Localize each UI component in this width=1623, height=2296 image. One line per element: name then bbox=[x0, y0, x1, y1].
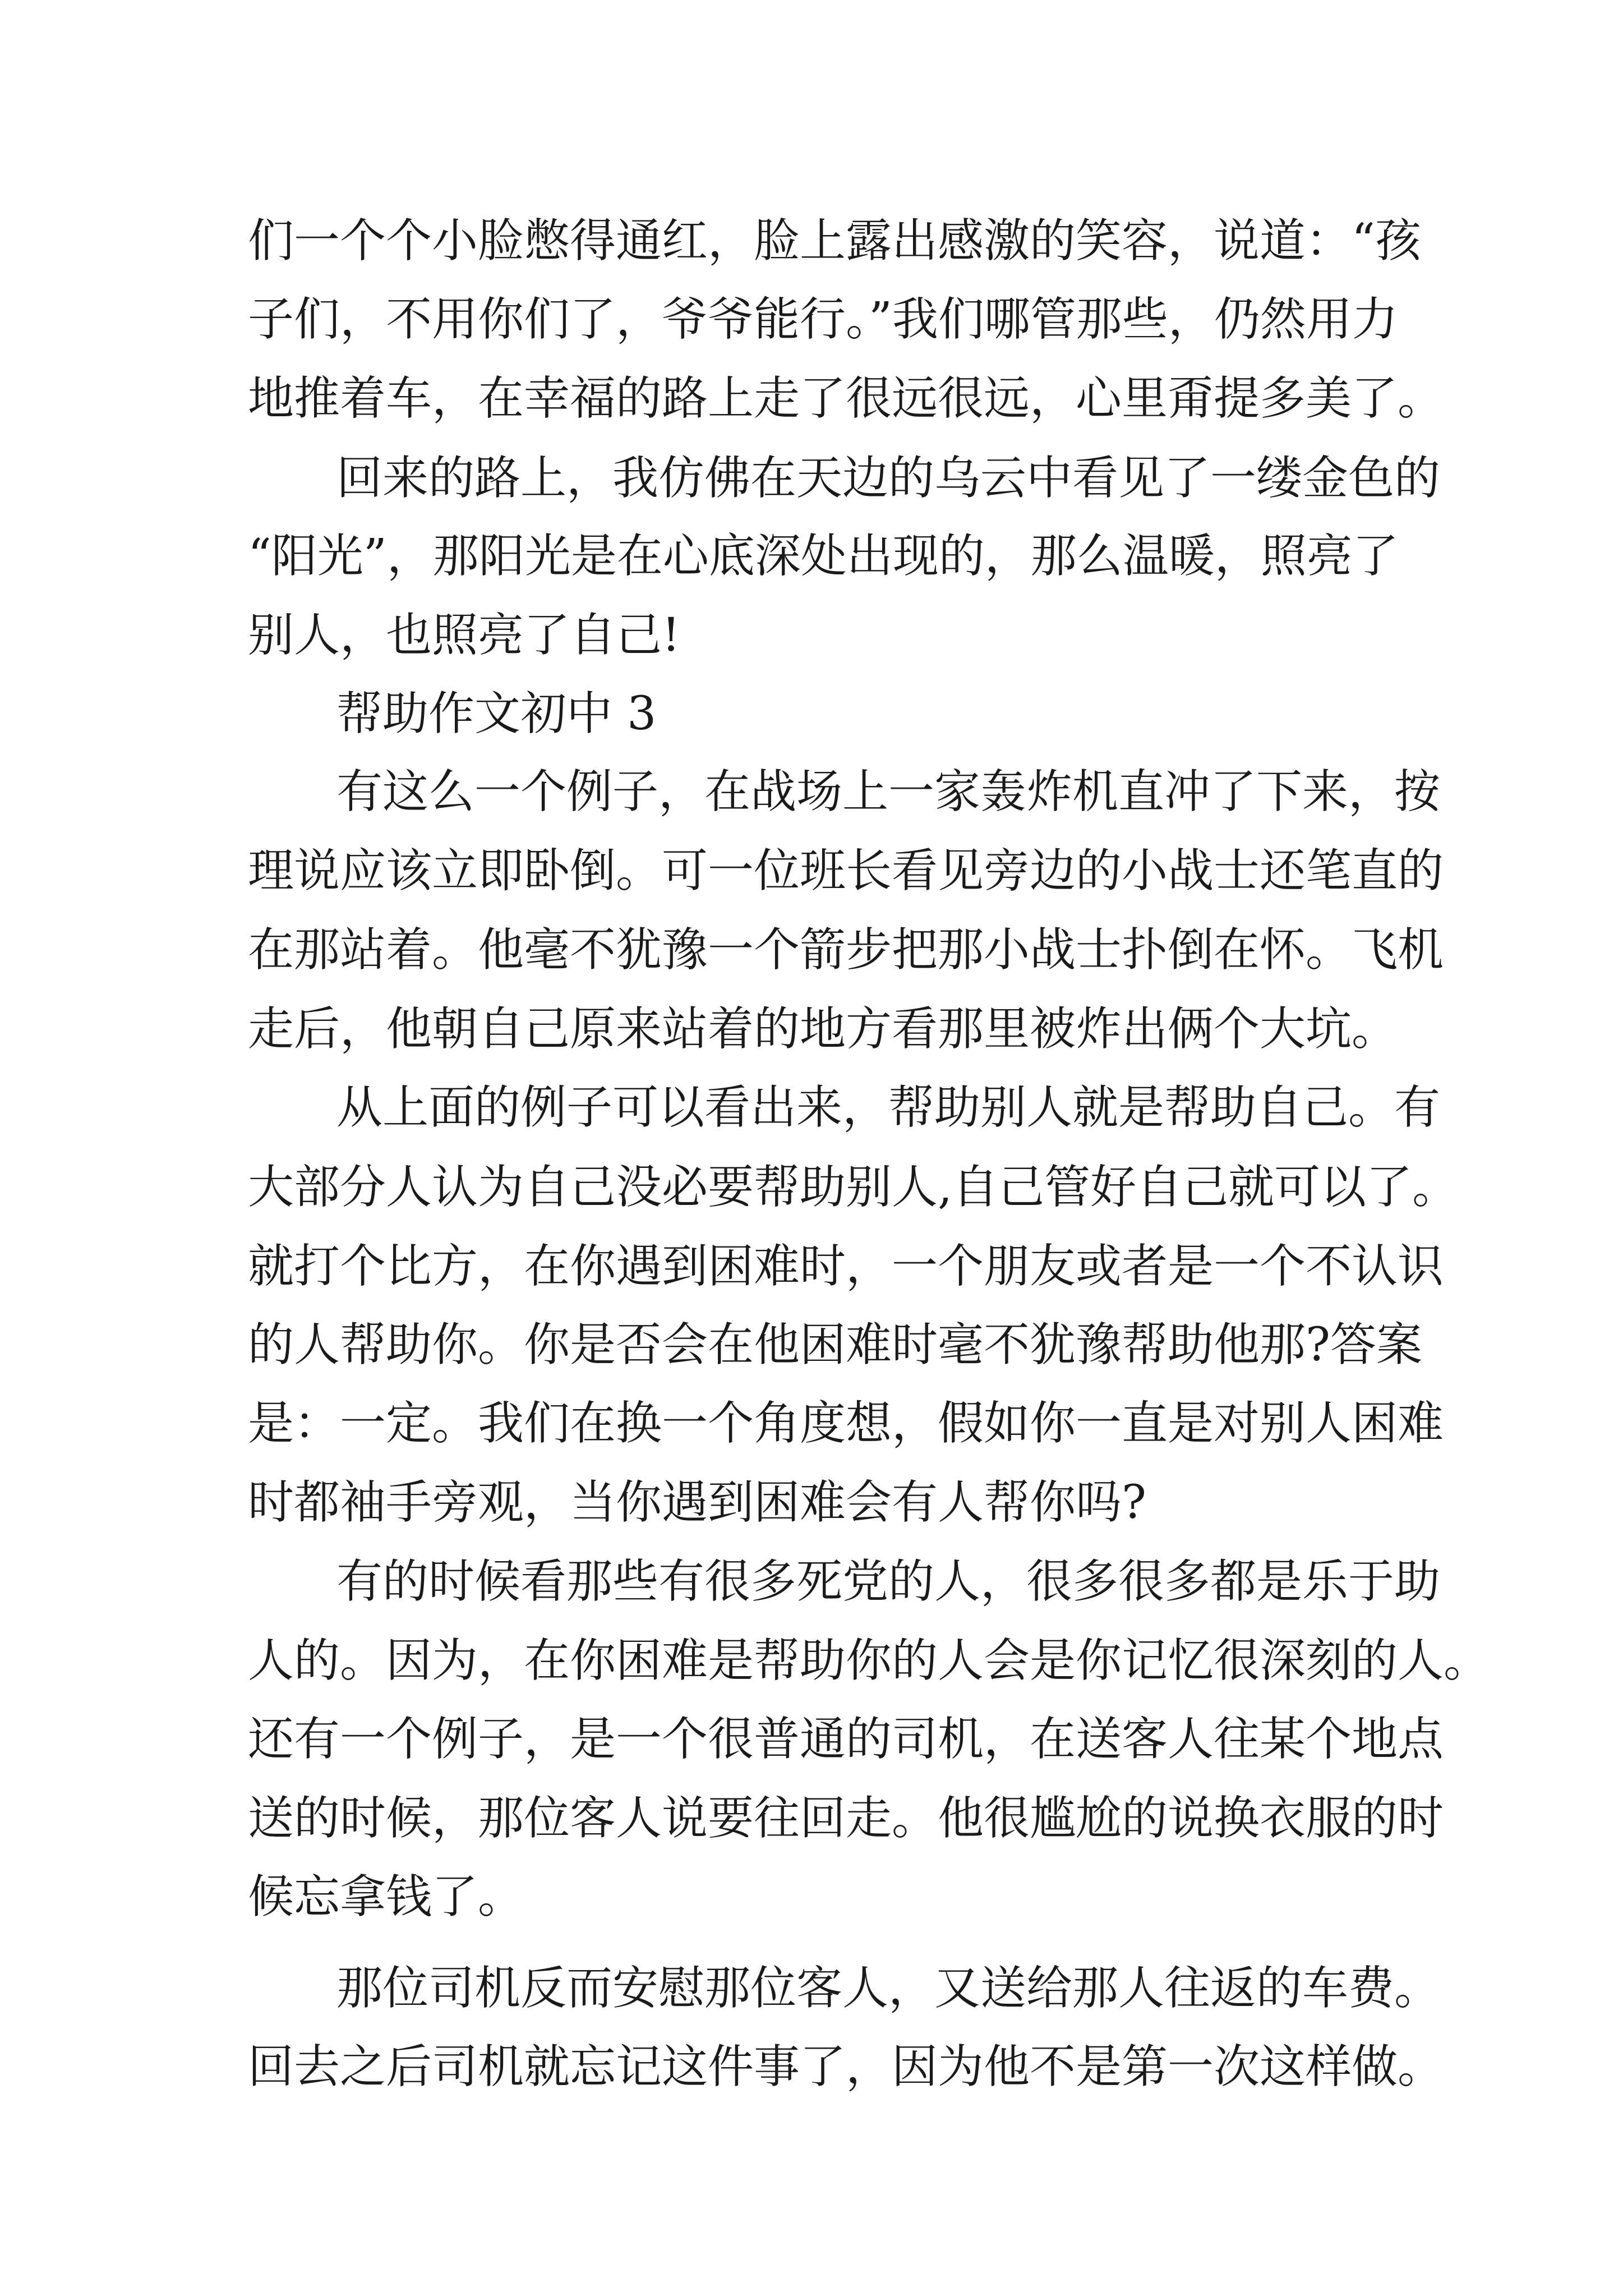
text-line: 还有一个例子，是一个很普通的司机，在送客人往某个地点 bbox=[248, 1713, 1444, 1766]
text-line: 回来的路上，我仿佛在天边的乌云中看见了一缕金色的 bbox=[336, 452, 1441, 505]
text-line: 时都袖手旁观，当你遇到困难会有人帮你吗? bbox=[248, 1476, 1146, 1529]
text-line: 那位司机反而安慰那位客人，又送给那人往返的车费。 bbox=[336, 1962, 1441, 2015]
text-line: 们一个个小脸憋得通红，脸上露出感激的笑容，说道：“孩 bbox=[248, 214, 1421, 268]
text-line: 在那站着。他毫不犹豫一个箭步把那小战士扑倒在怀。飞机 bbox=[248, 923, 1444, 977]
section-heading: 帮助作文初中 3 bbox=[336, 687, 657, 740]
text-line: 送的时候，那位客人说要往回走。他很尴尬的说换衣服的时 bbox=[248, 1792, 1444, 1845]
text-line: 就打个比方，在你遇到困难时，一个朋友或者是一个不认识 bbox=[248, 1240, 1444, 1293]
text-line: 回去之后司机就忘记这件事了，因为他不是第一次这样做。 bbox=[248, 2040, 1444, 2093]
text-line: 理说应该立即卧倒。可一位班长看见旁边的小战士还笔直的 bbox=[248, 844, 1444, 898]
text-line: 人的。因为，在你困难是帮助你的人会是你记忆很深刻的人。 bbox=[248, 1634, 1490, 1687]
text-line: 走后，他朝自己原来站着的地方看那里被炸出俩个大坑。 bbox=[248, 1002, 1398, 1056]
text-line: 是：一定。我们在换一个角度想，假如你一直是对别人困难 bbox=[248, 1397, 1444, 1450]
text-line: “阳光”，那阳光是在心底深处出现的，那么温暖，照亮了 bbox=[248, 530, 1399, 583]
text-line: 从上面的例子可以看出来，帮助别人就是帮助自己。有 bbox=[336, 1081, 1441, 1134]
text-line: 大部分人认为自己没必要帮助别人,自己管好自己就可以了。 bbox=[248, 1161, 1459, 1214]
text-line: 别人，也照亮了自己! bbox=[248, 609, 680, 662]
text-line: 有这么一个例子，在战场上一家轰炸机直冲了下来，按 bbox=[336, 765, 1441, 818]
text-line: 子们，不用你们了，爷爷能行。”我们哪管那些，仍然用力 bbox=[248, 293, 1398, 346]
text-line: 地推着车，在幸福的路上走了很远很远，心里甭提多美了。 bbox=[248, 372, 1444, 425]
text-line: 的人帮助你。你是否会在他困难时毫不犹豫帮助他那?答案 bbox=[248, 1318, 1422, 1372]
text-line: 候忘拿钱了。 bbox=[248, 1870, 524, 1924]
text-line: 有的时候看那些有很多死党的人，很多很多都是乐于助 bbox=[336, 1555, 1441, 1608]
